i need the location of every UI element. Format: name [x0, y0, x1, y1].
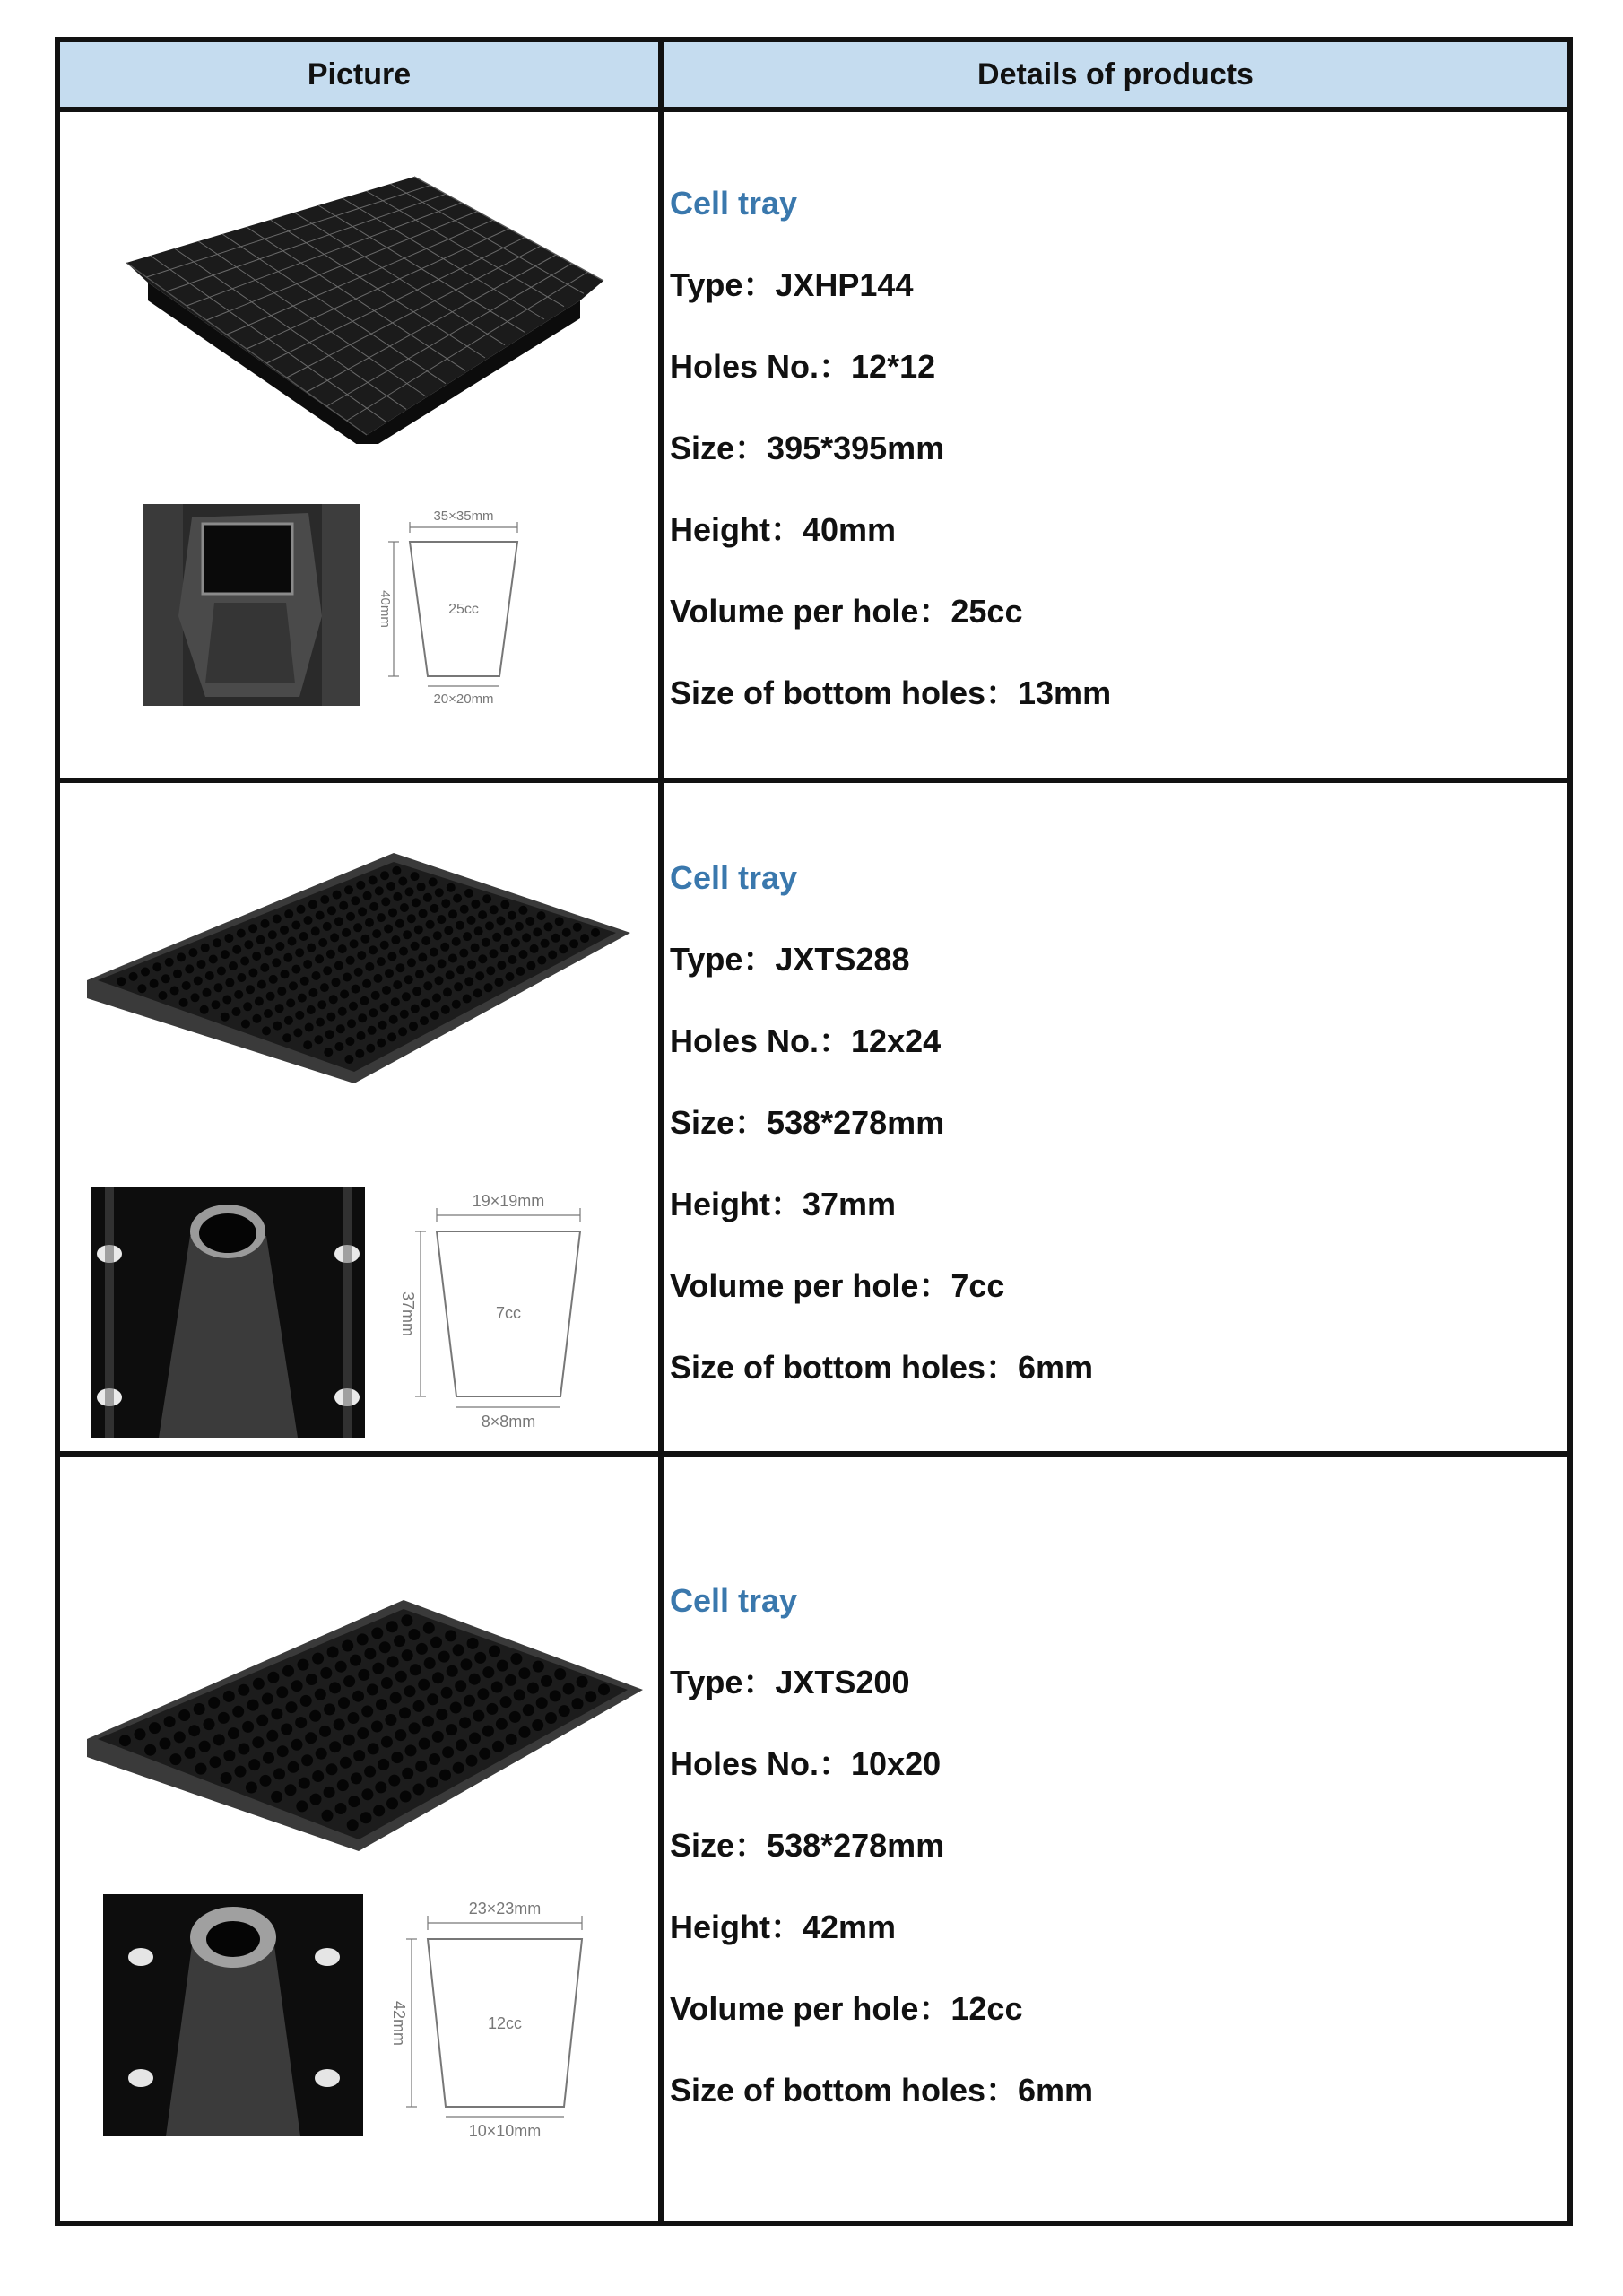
rect-tray-image	[85, 846, 632, 1088]
type-label: Type：	[670, 941, 776, 978]
product-picture-cell	[60, 783, 658, 1451]
product-title: Cell tray	[670, 1582, 798, 1619]
holes-value: 12*12	[851, 348, 936, 385]
type-value: JXHP144	[775, 266, 914, 303]
volume-value: 25cc	[950, 593, 1023, 630]
bottom-holes-row	[670, 2049, 1558, 2131]
height-label: Height：	[670, 1186, 803, 1222]
type-value: JXTS288	[775, 941, 910, 978]
diagram-height-label: 37mm	[399, 1291, 417, 1337]
holes-row	[670, 326, 1558, 407]
volume-row	[670, 1245, 1558, 1326]
size-row	[670, 407, 1558, 489]
diagram-top-label: 19×19mm	[472, 1192, 545, 1210]
bottom-holes-value: 6mm	[1018, 2072, 1094, 2109]
diagram-volume-label: 25cc	[448, 602, 479, 617]
product-details	[670, 1560, 1558, 2131]
bottom-holes-value: 6mm	[1018, 1349, 1094, 1386]
product-title: Cell tray	[670, 185, 798, 222]
height-value: 42mm	[803, 1909, 897, 1945]
holes-row	[670, 1723, 1558, 1805]
product-picture-cell	[60, 1457, 658, 2226]
diagram-height-label: 40mm	[378, 590, 393, 628]
column-divider	[658, 42, 664, 2221]
type-label: Type：	[670, 266, 776, 303]
volume-value: 12cc	[950, 1990, 1023, 2027]
header-picture: Picture	[60, 42, 658, 107]
product-details	[670, 162, 1558, 734]
height-row	[670, 1886, 1558, 1968]
diagram-volume-label: 7cc	[495, 1304, 522, 1322]
type-row	[670, 244, 1558, 326]
diagram-height-label: 42mm	[390, 2000, 408, 2047]
size-label: Size：	[670, 430, 768, 466]
height-label: Height：	[670, 1909, 803, 1945]
bottom-holes-label: Size of bottom holes：	[670, 2072, 1019, 2109]
size-value: 538*278mm	[767, 1827, 945, 1864]
cell-dimension-diagram	[383, 1188, 598, 1431]
holes-label: Holes No.：	[670, 1022, 852, 1059]
cell-closeup-photo	[143, 504, 360, 706]
cell-closeup-photo	[103, 1894, 363, 2136]
holes-value: 12x24	[851, 1022, 942, 1059]
height-label: Height：	[670, 511, 803, 548]
diagram-bottom-label: 8×8mm	[481, 1413, 536, 1431]
header-details: Details of products	[664, 42, 1567, 107]
size-row	[670, 1805, 1558, 1886]
holes-row	[670, 1000, 1558, 1082]
volume-row	[670, 570, 1558, 652]
cell-dimension-diagram	[374, 504, 553, 710]
type-row	[670, 918, 1558, 1000]
product-details	[670, 837, 1558, 1408]
size-label: Size：	[670, 1827, 768, 1864]
holes-label: Holes No.：	[670, 348, 852, 385]
size-label: Size：	[670, 1104, 768, 1141]
cell-dimension-diagram	[374, 1896, 598, 2138]
square-tray-image	[123, 175, 607, 444]
height-value: 37mm	[803, 1186, 897, 1222]
product-title: Cell tray	[670, 859, 798, 896]
height-row	[670, 489, 1558, 570]
diagram-top-label: 23×23mm	[468, 1900, 542, 1918]
volume-label: Volume per hole：	[670, 1267, 951, 1304]
bottom-holes-value: 13mm	[1018, 674, 1112, 711]
product-table	[55, 37, 1573, 2226]
volume-label: Volume per hole：	[670, 1990, 951, 2027]
volume-label: Volume per hole：	[670, 593, 951, 630]
bottom-holes-row	[670, 1326, 1558, 1408]
volume-value: 7cc	[950, 1267, 1005, 1304]
volume-row	[670, 1968, 1558, 2049]
type-label: Type：	[670, 1664, 776, 1700]
height-row	[670, 1163, 1558, 1245]
cell-closeup-photo	[91, 1187, 365, 1438]
rect-tray-image	[85, 1591, 646, 1860]
holes-value: 10x20	[851, 1745, 942, 1782]
type-row	[670, 1641, 1558, 1723]
diagram-volume-label: 12cc	[487, 2014, 523, 2032]
bottom-holes-row	[670, 652, 1558, 734]
diagram-bottom-label: 10×10mm	[468, 2122, 542, 2138]
diagram-bottom-label: 20×20mm	[433, 691, 494, 707]
holes-label: Holes No.：	[670, 1745, 852, 1782]
size-row	[670, 1082, 1558, 1163]
product-picture-cell	[60, 112, 658, 778]
bottom-holes-label: Size of bottom holes：	[670, 674, 1019, 711]
type-value: JXTS200	[775, 1664, 910, 1700]
height-value: 40mm	[803, 511, 897, 548]
size-value: 538*278mm	[767, 1104, 945, 1141]
size-value: 395*395mm	[767, 430, 945, 466]
diagram-top-label: 35×35mm	[433, 509, 494, 524]
bottom-holes-label: Size of bottom holes：	[670, 1349, 1019, 1386]
